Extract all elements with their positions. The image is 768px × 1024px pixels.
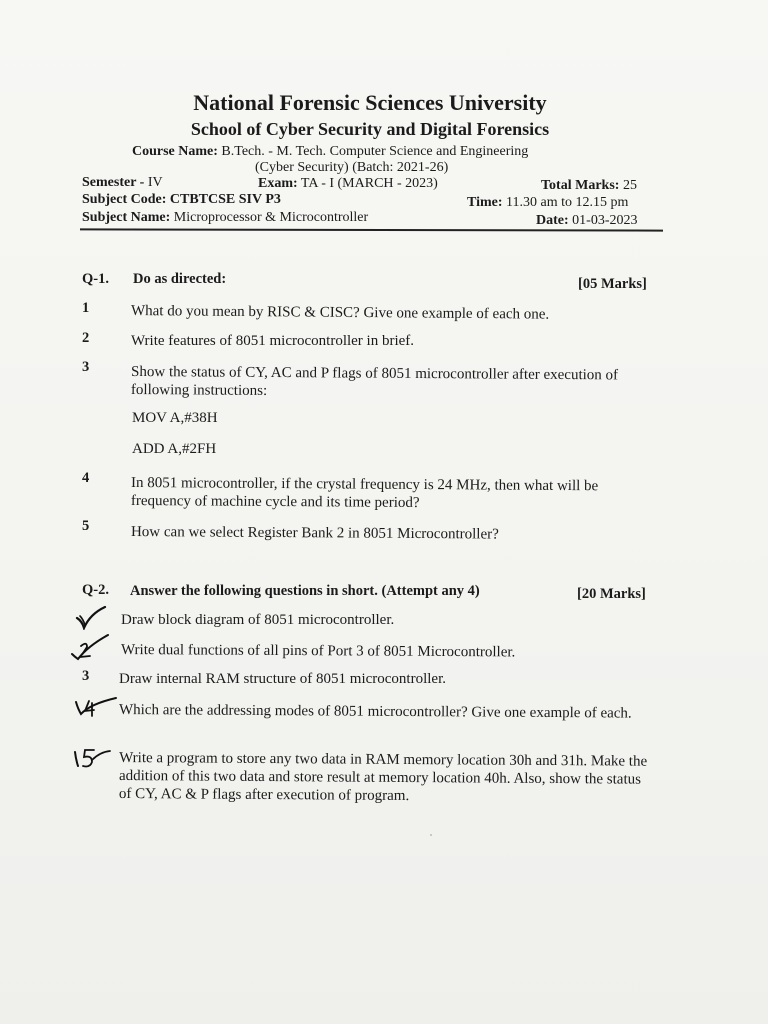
paper-speck [430,834,432,836]
time-label: Time: [467,195,503,210]
q1-code-line-2: ADD A,#2FH [132,441,217,457]
q2-item-5-text: Write a program to store any two data in RAM memory location 30h and 31h. Make the addition of this two data and store result at memory location 40h. Also, show the status of CY, AC & P flags after execution of program. [118,750,648,805]
date-line [536,213,637,229]
date-value: 01-03-2023 [572,213,638,228]
exam-label: Exam: [258,176,298,191]
total-marks-value: 25 [622,178,637,193]
q2-item-3-text: Draw internal RAM structure of 8051 microcontroller. [119,671,446,687]
time-line [467,195,628,211]
total-marks-label: Total Marks: [541,178,620,193]
subject-name-line [82,210,368,226]
q2-item-3-number: 3 [82,668,90,684]
q1-marks: [05 Marks] [578,276,647,292]
q2-item-2-text: Write dual functions of all pins of Port 3 of 8051 Microcontroller. [120,642,516,661]
semester-line [82,175,163,191]
subject-code-value: CTBTCSE SIV P3 [169,192,281,207]
course-name [132,144,528,160]
q1-item-1-number: 1 [82,300,90,316]
q1-item-5-number: 5 [82,518,90,534]
q1-item-3-text: Show the status of CY, AC and P flags of 8051 microcontroller after execution of following instructions: [130,364,619,399]
q1-item-4-number: 4 [82,470,90,486]
header-divider [80,228,663,231]
subject-code-line [82,192,281,208]
handwritten-check-icon [74,604,108,630]
subject-code-label: Subject Code: [82,192,167,207]
exam-line [258,176,438,192]
course-batch: (Cyber Security) (Batch: 2021-26) [255,160,449,175]
q1-item-2-text: Write features of 8051 microcontroller in brief. [131,333,415,349]
q2-title: Answer the following questions in short. (Attempt any 4) [130,583,480,599]
q1-item-1-text: What do you mean by RISC & CISC? Give one example of each one. [130,303,550,323]
q1-item-5-text: How can we select Register Bank 2 in 8051 Microcontroller? [130,524,499,543]
q1-item-4-text: In 8051 microcontroller, if the crystal frequency is 24 MHz, then what will be frequency of machine cycle and its time period? [130,475,599,512]
course-label: Course Name: [132,144,218,159]
q2-item-1-text: Draw block diagram of 8051 microcontroller. [121,612,395,628]
q2-item-4-text: Which are the addressing modes of 8051 microcontroller? Give one example of each. [118,702,632,722]
course-value: B.Tech. - M. Tech. Computer Science and Engineering [221,144,529,159]
handwritten-number-5-check-icon [70,746,114,772]
school-name: School of Cyber Security and Digital Forensics [190,119,550,139]
handwritten-number-4-check-icon [72,694,120,720]
q2-marks: [20 Marks] [577,586,646,602]
q1-number: Q-1. [82,271,109,287]
semester-value: IV [147,175,163,190]
q1-item-2-number: 2 [82,330,90,346]
exam-value: TA - I (MARCH - 2023) [300,176,438,191]
semester-label: Semester - [82,175,145,190]
date-label: Date: [536,213,569,228]
subject-name-value: Microprocessor & Microcontroller [173,210,369,225]
q2-number: Q-2. [82,582,109,598]
time-value: 11.30 am to 12.15 pm [506,195,629,210]
total-marks-line [541,178,637,194]
university-name: National Forensic Sciences University [193,90,547,115]
subject-name-label: Subject Name: [82,210,171,225]
handwritten-number-2-check-icon [68,632,112,662]
q1-code-line-1: MOV A,#38H [132,410,218,426]
q1-title: Do as directed: [133,271,227,287]
q1-item-3-number: 3 [82,359,90,375]
